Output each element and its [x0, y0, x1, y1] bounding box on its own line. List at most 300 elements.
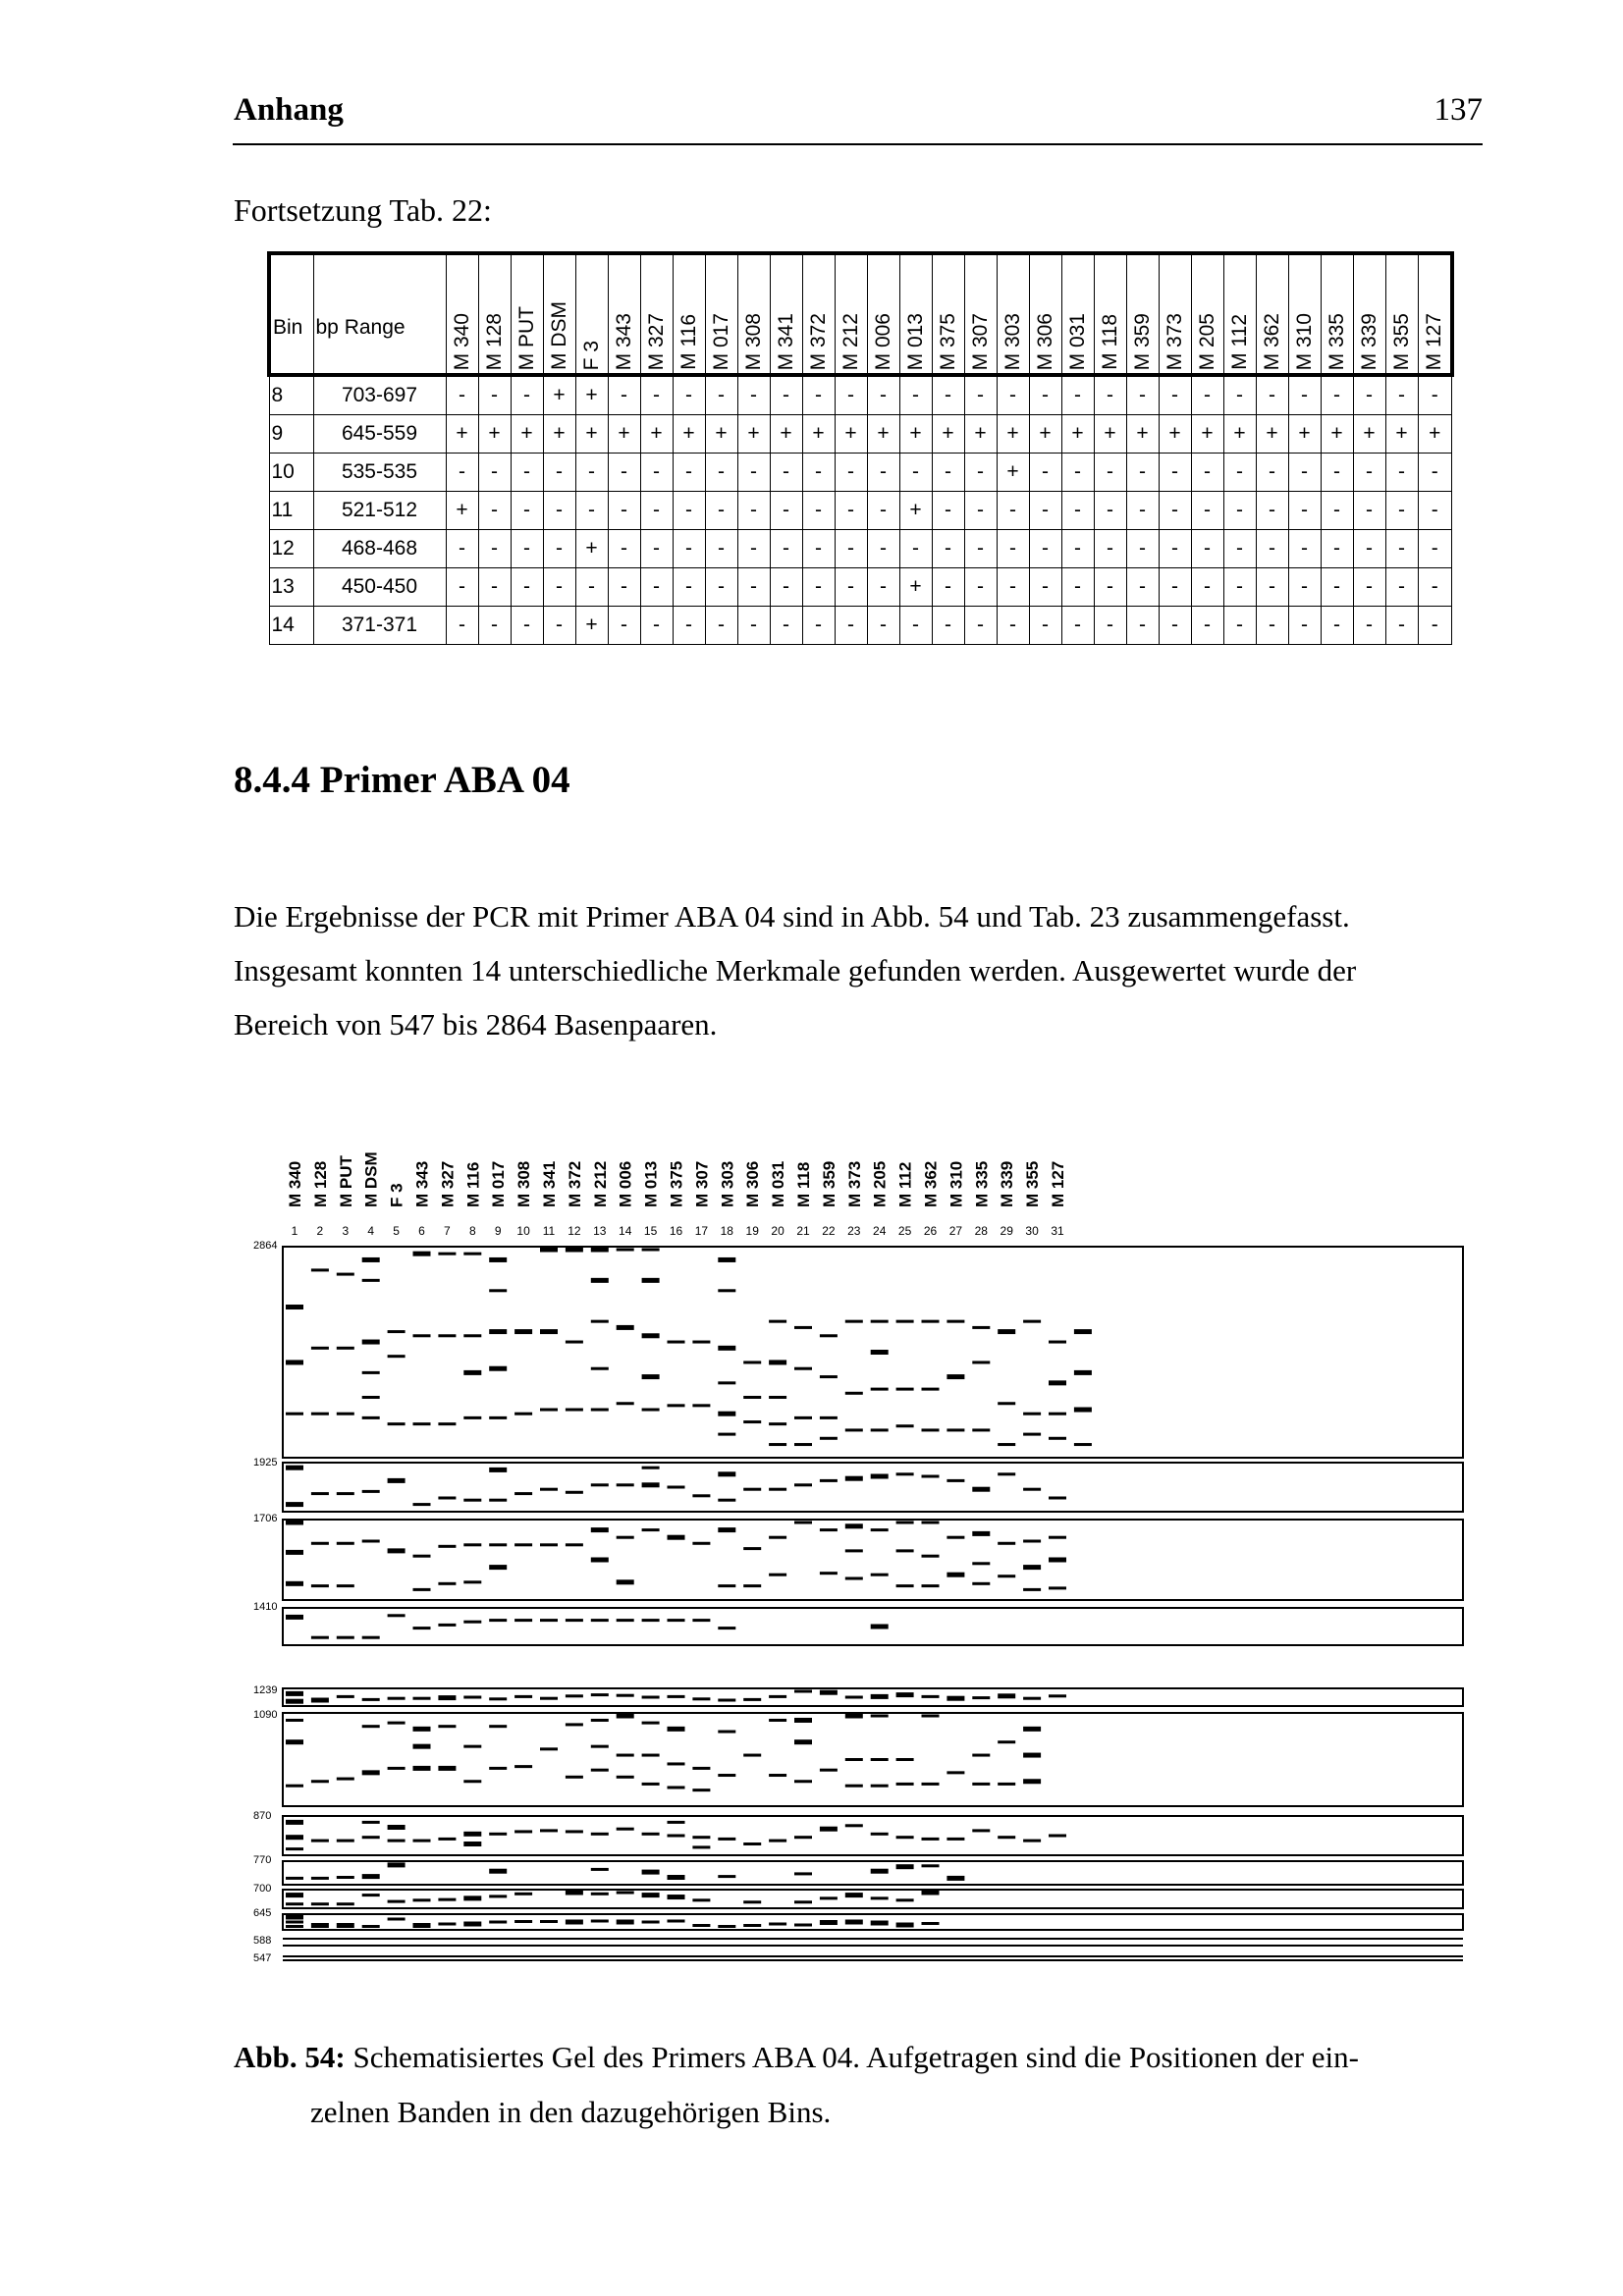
cell-presence: -: [1418, 492, 1452, 530]
gel-band: [591, 1483, 609, 1486]
gel-band: [489, 1565, 507, 1570]
cell-presence: -: [1353, 568, 1385, 607]
gel-band: [896, 1692, 914, 1697]
gel-band: [489, 1725, 507, 1728]
table-header-row: [269, 253, 1452, 375]
cell-presence: -: [964, 375, 997, 415]
gel-band: [820, 1690, 838, 1695]
column-header-m-013: [899, 253, 932, 375]
cell-presence: -: [608, 375, 640, 415]
gel-band: [286, 1699, 303, 1704]
cell-presence: -: [1191, 492, 1223, 530]
gel-band: [1049, 1497, 1066, 1500]
lane-label: M 128: [310, 1160, 330, 1207]
cell-presence: -: [1256, 454, 1288, 492]
column-header-label: M 308: [741, 312, 765, 370]
running-header-section: Anhang: [234, 92, 344, 128]
cell-presence: -: [1029, 492, 1061, 530]
gel-band: [463, 1780, 481, 1783]
gel-band: [718, 1346, 735, 1351]
gel-band: [871, 1574, 889, 1576]
gel-band: [286, 1466, 303, 1470]
cell-presence: -: [1094, 568, 1126, 607]
lane-number: 13: [593, 1224, 607, 1238]
cell-presence: -: [1418, 375, 1452, 415]
cell-presence: -: [1061, 454, 1094, 492]
gel-band: [845, 1320, 863, 1323]
gel-band: [311, 1698, 329, 1703]
gel-band: [947, 1771, 964, 1774]
gel-band: [769, 1360, 786, 1364]
lane-label: M 372: [565, 1160, 584, 1207]
cell-presence: -: [867, 568, 899, 607]
gel-band: [463, 1896, 481, 1900]
gel-band: [489, 1619, 507, 1622]
cell-presence: +: [737, 415, 770, 454]
gel-band: [998, 1443, 1015, 1446]
lane-number: 15: [643, 1224, 658, 1238]
lane-label: F 3: [387, 1183, 406, 1207]
cell-presence: -: [802, 530, 835, 568]
lane-number: 29: [1000, 1224, 1013, 1238]
lane-number: 14: [619, 1224, 632, 1238]
gel-band: [311, 1780, 329, 1783]
gel-band: [947, 1573, 964, 1577]
cell-presence: -: [1385, 568, 1418, 607]
cell-presence: -: [997, 492, 1029, 530]
table-row: [269, 530, 1452, 568]
gel-band: [769, 1695, 786, 1698]
gel-band: [845, 1714, 863, 1719]
gel-band: [692, 1767, 710, 1770]
gel-band: [617, 1536, 634, 1539]
size-marker: 870: [253, 1810, 272, 1822]
gel-band: [922, 1522, 940, 1524]
cell-presence: +: [770, 415, 802, 454]
gel-band: [871, 1694, 889, 1699]
cell-presence: -: [1159, 454, 1191, 492]
cell-presence: -: [478, 375, 511, 415]
gel-band: [540, 1747, 558, 1750]
cell-presence: +: [1321, 415, 1353, 454]
gel-band: [362, 1698, 380, 1701]
gel-band: [617, 1483, 634, 1486]
gel-band: [591, 1527, 609, 1532]
gel-band: [871, 1474, 889, 1479]
cell-presence: -: [575, 454, 608, 492]
gel-band: [286, 1413, 303, 1415]
gel-band: [540, 1829, 558, 1832]
size-marker: 547: [253, 1952, 272, 1964]
lane-label: M 327: [438, 1160, 458, 1207]
cell-presence: +: [543, 415, 575, 454]
cell-presence: -: [932, 454, 964, 492]
gel-bin-box: [283, 1463, 1463, 1512]
gel-band: [845, 1392, 863, 1395]
lane-label: M 343: [412, 1160, 432, 1207]
column-header-label: M 359: [1130, 312, 1154, 370]
cell-presence: +: [478, 415, 511, 454]
cell-presence: -: [1288, 607, 1321, 645]
gel-band: [922, 1388, 940, 1391]
gel-band: [286, 1925, 303, 1928]
gel-band: [972, 1783, 990, 1786]
gel-band: [947, 1479, 964, 1482]
cell-bp-range: 521-512: [313, 492, 446, 530]
cell-presence: -: [705, 607, 737, 645]
cell-presence: -: [608, 454, 640, 492]
cell-presence: -: [575, 568, 608, 607]
paragraph-line: Bereich von 547 bis 2864 Basenpaaren.: [234, 1007, 718, 1041]
gel-band: [642, 1467, 660, 1469]
cell-presence: -: [446, 454, 478, 492]
gel-band: [794, 1836, 812, 1839]
gel-band: [286, 1305, 303, 1309]
gel-band: [337, 1413, 354, 1415]
lane-number: 18: [720, 1224, 733, 1238]
gel-band: [311, 1413, 329, 1415]
cell-presence: -: [1159, 492, 1191, 530]
size-marker: 2864: [253, 1240, 278, 1252]
gel-band: [1023, 1779, 1041, 1784]
gel-band: [591, 1367, 609, 1370]
cell-presence: +: [1288, 415, 1321, 454]
cell-presence: -: [1223, 375, 1256, 415]
gel-band: [591, 1320, 609, 1323]
cell-presence: -: [511, 375, 543, 415]
gel-band: [769, 1320, 786, 1323]
gel-band: [1023, 1540, 1041, 1543]
gel-band: [514, 1920, 532, 1923]
gel-band: [845, 1758, 863, 1761]
column-header-m-112: [1223, 253, 1256, 375]
column-header-m-341: [770, 253, 802, 375]
cell-presence: -: [1061, 607, 1094, 645]
lane-number: 19: [745, 1224, 759, 1238]
gel-band: [820, 1479, 838, 1482]
cell-presence: -: [640, 454, 673, 492]
cell-presence: -: [1321, 568, 1353, 607]
gel-band: [972, 1531, 990, 1536]
cell-presence: -: [899, 607, 932, 645]
gel-band: [642, 1696, 660, 1699]
gel-band: [362, 1636, 380, 1639]
gel-band: [413, 1334, 431, 1337]
gel-band: [845, 1785, 863, 1788]
cell-presence: -: [543, 454, 575, 492]
gel-band: [362, 1836, 380, 1839]
gel-band: [922, 1555, 940, 1558]
cell-presence: -: [1288, 492, 1321, 530]
gel-band: [668, 1619, 685, 1622]
gel-band: [489, 1416, 507, 1419]
gel-band: [692, 1542, 710, 1545]
gel-band: [871, 1625, 889, 1629]
gel-band: [514, 1695, 532, 1698]
lane-label: M 310: [947, 1160, 966, 1207]
lane-number: 22: [822, 1224, 836, 1238]
gel-band: [514, 1329, 532, 1334]
cell-presence: +: [899, 568, 932, 607]
gel-band: [1049, 1835, 1066, 1838]
gel-band: [591, 1558, 609, 1563]
gel-band: [871, 1388, 889, 1391]
lane-number: 6: [418, 1224, 425, 1238]
gel-band: [438, 1838, 456, 1841]
column-header-m-310: [1288, 253, 1321, 375]
gel-band: [540, 1697, 558, 1700]
gel-band: [692, 1619, 710, 1622]
gel-band: [668, 1486, 685, 1489]
cell-presence: -: [511, 454, 543, 492]
gel-band: [540, 1619, 558, 1622]
gel-band: [668, 1695, 685, 1698]
column-header-label: M 310: [1292, 312, 1316, 370]
gel-band: [642, 1870, 660, 1875]
cell-presence: +: [1126, 415, 1159, 454]
table-row: [269, 415, 1452, 454]
gel-band: [718, 1412, 735, 1416]
size-marker: 1706: [253, 1513, 278, 1524]
column-header-m-006: [867, 253, 899, 375]
column-header-label: M 375: [936, 312, 959, 370]
gel-band: [871, 1833, 889, 1836]
cell-presence: -: [770, 375, 802, 415]
gel-band: [463, 1543, 481, 1546]
cell-presence: -: [1223, 568, 1256, 607]
column-header-label: M 017: [709, 312, 732, 370]
cell-presence: -: [770, 568, 802, 607]
cell-presence: -: [1385, 530, 1418, 568]
caption-line-1: Schematisiertes Gel des Primers ABA 04. Aufgetragen sind die Positionen der ein-: [352, 2040, 1359, 2074]
gel-band: [871, 1350, 889, 1355]
gel-band: [998, 1542, 1015, 1545]
gel-band: [362, 1925, 380, 1928]
cell-presence: -: [932, 530, 964, 568]
gel-band: [413, 1923, 431, 1928]
cell-presence: -: [511, 530, 543, 568]
cell-presence: -: [835, 375, 867, 415]
column-header-m-335: [1321, 253, 1353, 375]
gel-band: [489, 1468, 507, 1472]
gel-band: [337, 1902, 354, 1905]
gel-band: [972, 1428, 990, 1431]
gel-band: [794, 1326, 812, 1329]
gel-band: [1023, 1320, 1041, 1323]
gel-band: [896, 1783, 914, 1786]
gel-band: [286, 1691, 303, 1696]
cell-presence: -: [1321, 530, 1353, 568]
cell-presence: -: [1256, 492, 1288, 530]
lane-number: 1: [291, 1224, 298, 1238]
gel-band: [413, 1898, 431, 1901]
gel-band: [998, 1740, 1015, 1743]
gel-band: [362, 1770, 380, 1775]
cell-presence: -: [997, 530, 1029, 568]
gel-band: [311, 1584, 329, 1587]
gel-band: [896, 1388, 914, 1391]
gel-band: [668, 1835, 685, 1838]
gel-band: [591, 1745, 609, 1748]
cell-presence: -: [997, 607, 1029, 645]
figure-caption: [234, 2030, 1359, 2085]
gel-band: [743, 1396, 761, 1399]
gel-band: [845, 1824, 863, 1827]
gel-band: [362, 1725, 380, 1728]
cell-presence: +: [932, 415, 964, 454]
lane-label: M 307: [692, 1160, 712, 1207]
lane-label: M 375: [667, 1160, 686, 1207]
gel-band: [896, 1472, 914, 1475]
cell-presence: -: [1353, 607, 1385, 645]
gel-band: [489, 1366, 507, 1371]
cell-presence: -: [543, 530, 575, 568]
gel-band: [642, 1482, 660, 1487]
gel-band: [668, 1341, 685, 1344]
lane-number: 9: [494, 1224, 502, 1238]
gel-band: [489, 1499, 507, 1502]
column-header-m-031: [1061, 253, 1094, 375]
gel-band: [871, 1715, 889, 1718]
cell-presence: -: [867, 492, 899, 530]
column-header-m-373: [1159, 253, 1191, 375]
gel-band: [998, 1836, 1015, 1839]
gel-band: [794, 1872, 812, 1875]
column-header-m-128: [478, 253, 511, 375]
lane-number: 5: [393, 1224, 400, 1238]
gel-band: [743, 1842, 761, 1845]
page-number: 137: [1434, 92, 1483, 128]
lane-label: M PUT: [336, 1155, 355, 1207]
cell-presence: -: [478, 568, 511, 607]
cell-presence: -: [478, 492, 511, 530]
lane-label: M 355: [1023, 1160, 1043, 1207]
section-heading: 8.4.4 Primer ABA 04: [234, 759, 570, 801]
cell-presence: -: [835, 454, 867, 492]
gel-band: [388, 1355, 406, 1358]
gel-band: [617, 1920, 634, 1925]
gel-band: [794, 1483, 812, 1486]
lane-label: M 373: [844, 1160, 864, 1207]
gel-band: [718, 1257, 735, 1262]
header-bin: Bin: [269, 253, 313, 375]
gel-band: [947, 1876, 964, 1881]
cell-presence: -: [1191, 530, 1223, 568]
gel-band: [642, 1278, 660, 1283]
gel-band: [337, 1273, 354, 1276]
gel-band: [362, 1396, 380, 1399]
gel-band: [743, 1698, 761, 1701]
cell-presence: -: [964, 568, 997, 607]
gel-band: [617, 1249, 634, 1252]
cell-presence: -: [1256, 568, 1288, 607]
cell-presence: -: [1191, 607, 1223, 645]
gel-band: [743, 1900, 761, 1903]
gel-band: [668, 1920, 685, 1923]
gel-band: [362, 1340, 380, 1345]
gel-band: [794, 1416, 812, 1419]
gel-band: [718, 1527, 735, 1532]
cell-presence: -: [1385, 607, 1418, 645]
gel-band: [438, 1923, 456, 1926]
lane-label: M 006: [616, 1160, 635, 1207]
cell-bin: 13: [269, 568, 313, 607]
lane-label: M 127: [1049, 1160, 1067, 1207]
gel-band: [642, 1754, 660, 1757]
lane-label: M 362: [921, 1160, 941, 1207]
cell-presence: -: [1094, 375, 1126, 415]
gel-band: [438, 1725, 456, 1728]
cell-presence: +: [835, 415, 867, 454]
gel-band: [591, 1769, 609, 1772]
cell-presence: -: [867, 454, 899, 492]
gel-band: [617, 1754, 634, 1757]
cell-presence: -: [478, 530, 511, 568]
gel-band: [743, 1361, 761, 1363]
gel-band: [286, 1360, 303, 1364]
gel-band: [947, 1696, 964, 1701]
cell-presence: -: [1126, 568, 1159, 607]
cell-presence: -: [932, 375, 964, 415]
gel-band: [1023, 1413, 1041, 1415]
cell-presence: +: [899, 415, 932, 454]
gel-band: [718, 1774, 735, 1777]
body-paragraph: [234, 889, 1483, 1051]
cell-presence: -: [1094, 454, 1126, 492]
gel-band: [743, 1754, 761, 1757]
gel-band: [438, 1898, 456, 1901]
gel-band: [896, 1923, 914, 1928]
gel-band: [972, 1582, 990, 1585]
column-header-label: M 372: [806, 312, 830, 370]
cell-presence: +: [446, 492, 478, 530]
gel-band: [413, 1627, 431, 1629]
cell-presence: +: [1418, 415, 1452, 454]
column-header-label: M 373: [1163, 312, 1186, 370]
cell-presence: -: [1191, 375, 1223, 415]
gel-band: [871, 1921, 889, 1926]
gel-band: [1023, 1565, 1041, 1570]
gel-band: [718, 1925, 735, 1928]
gel-band: [947, 1428, 964, 1431]
cell-presence: -: [802, 607, 835, 645]
cell-presence: +: [964, 415, 997, 454]
cell-bp-range: 450-450: [313, 568, 446, 607]
cell-presence: -: [737, 375, 770, 415]
cell-presence: -: [1321, 375, 1353, 415]
table-row: [269, 454, 1452, 492]
gel-band: [591, 1719, 609, 1722]
gel-band: [617, 1402, 634, 1405]
gel-band: [286, 1739, 303, 1744]
gel-band: [463, 1621, 481, 1624]
lane-label: M 118: [794, 1161, 813, 1207]
cell-bp-range: 703-697: [313, 375, 446, 415]
gel-band: [311, 1902, 329, 1905]
cell-presence: +: [1094, 415, 1126, 454]
gel-band: [972, 1562, 990, 1565]
cell-presence: +: [1353, 415, 1385, 454]
gel-band: [362, 1874, 380, 1879]
cell-presence: -: [1321, 607, 1353, 645]
cell-presence: -: [1288, 375, 1321, 415]
gel-band: [642, 1528, 660, 1531]
gel-band: [692, 1924, 710, 1927]
lane-number: 27: [948, 1224, 963, 1238]
lane-number: 30: [1025, 1224, 1039, 1238]
gel-band: [286, 1877, 303, 1880]
cell-presence: -: [1418, 568, 1452, 607]
